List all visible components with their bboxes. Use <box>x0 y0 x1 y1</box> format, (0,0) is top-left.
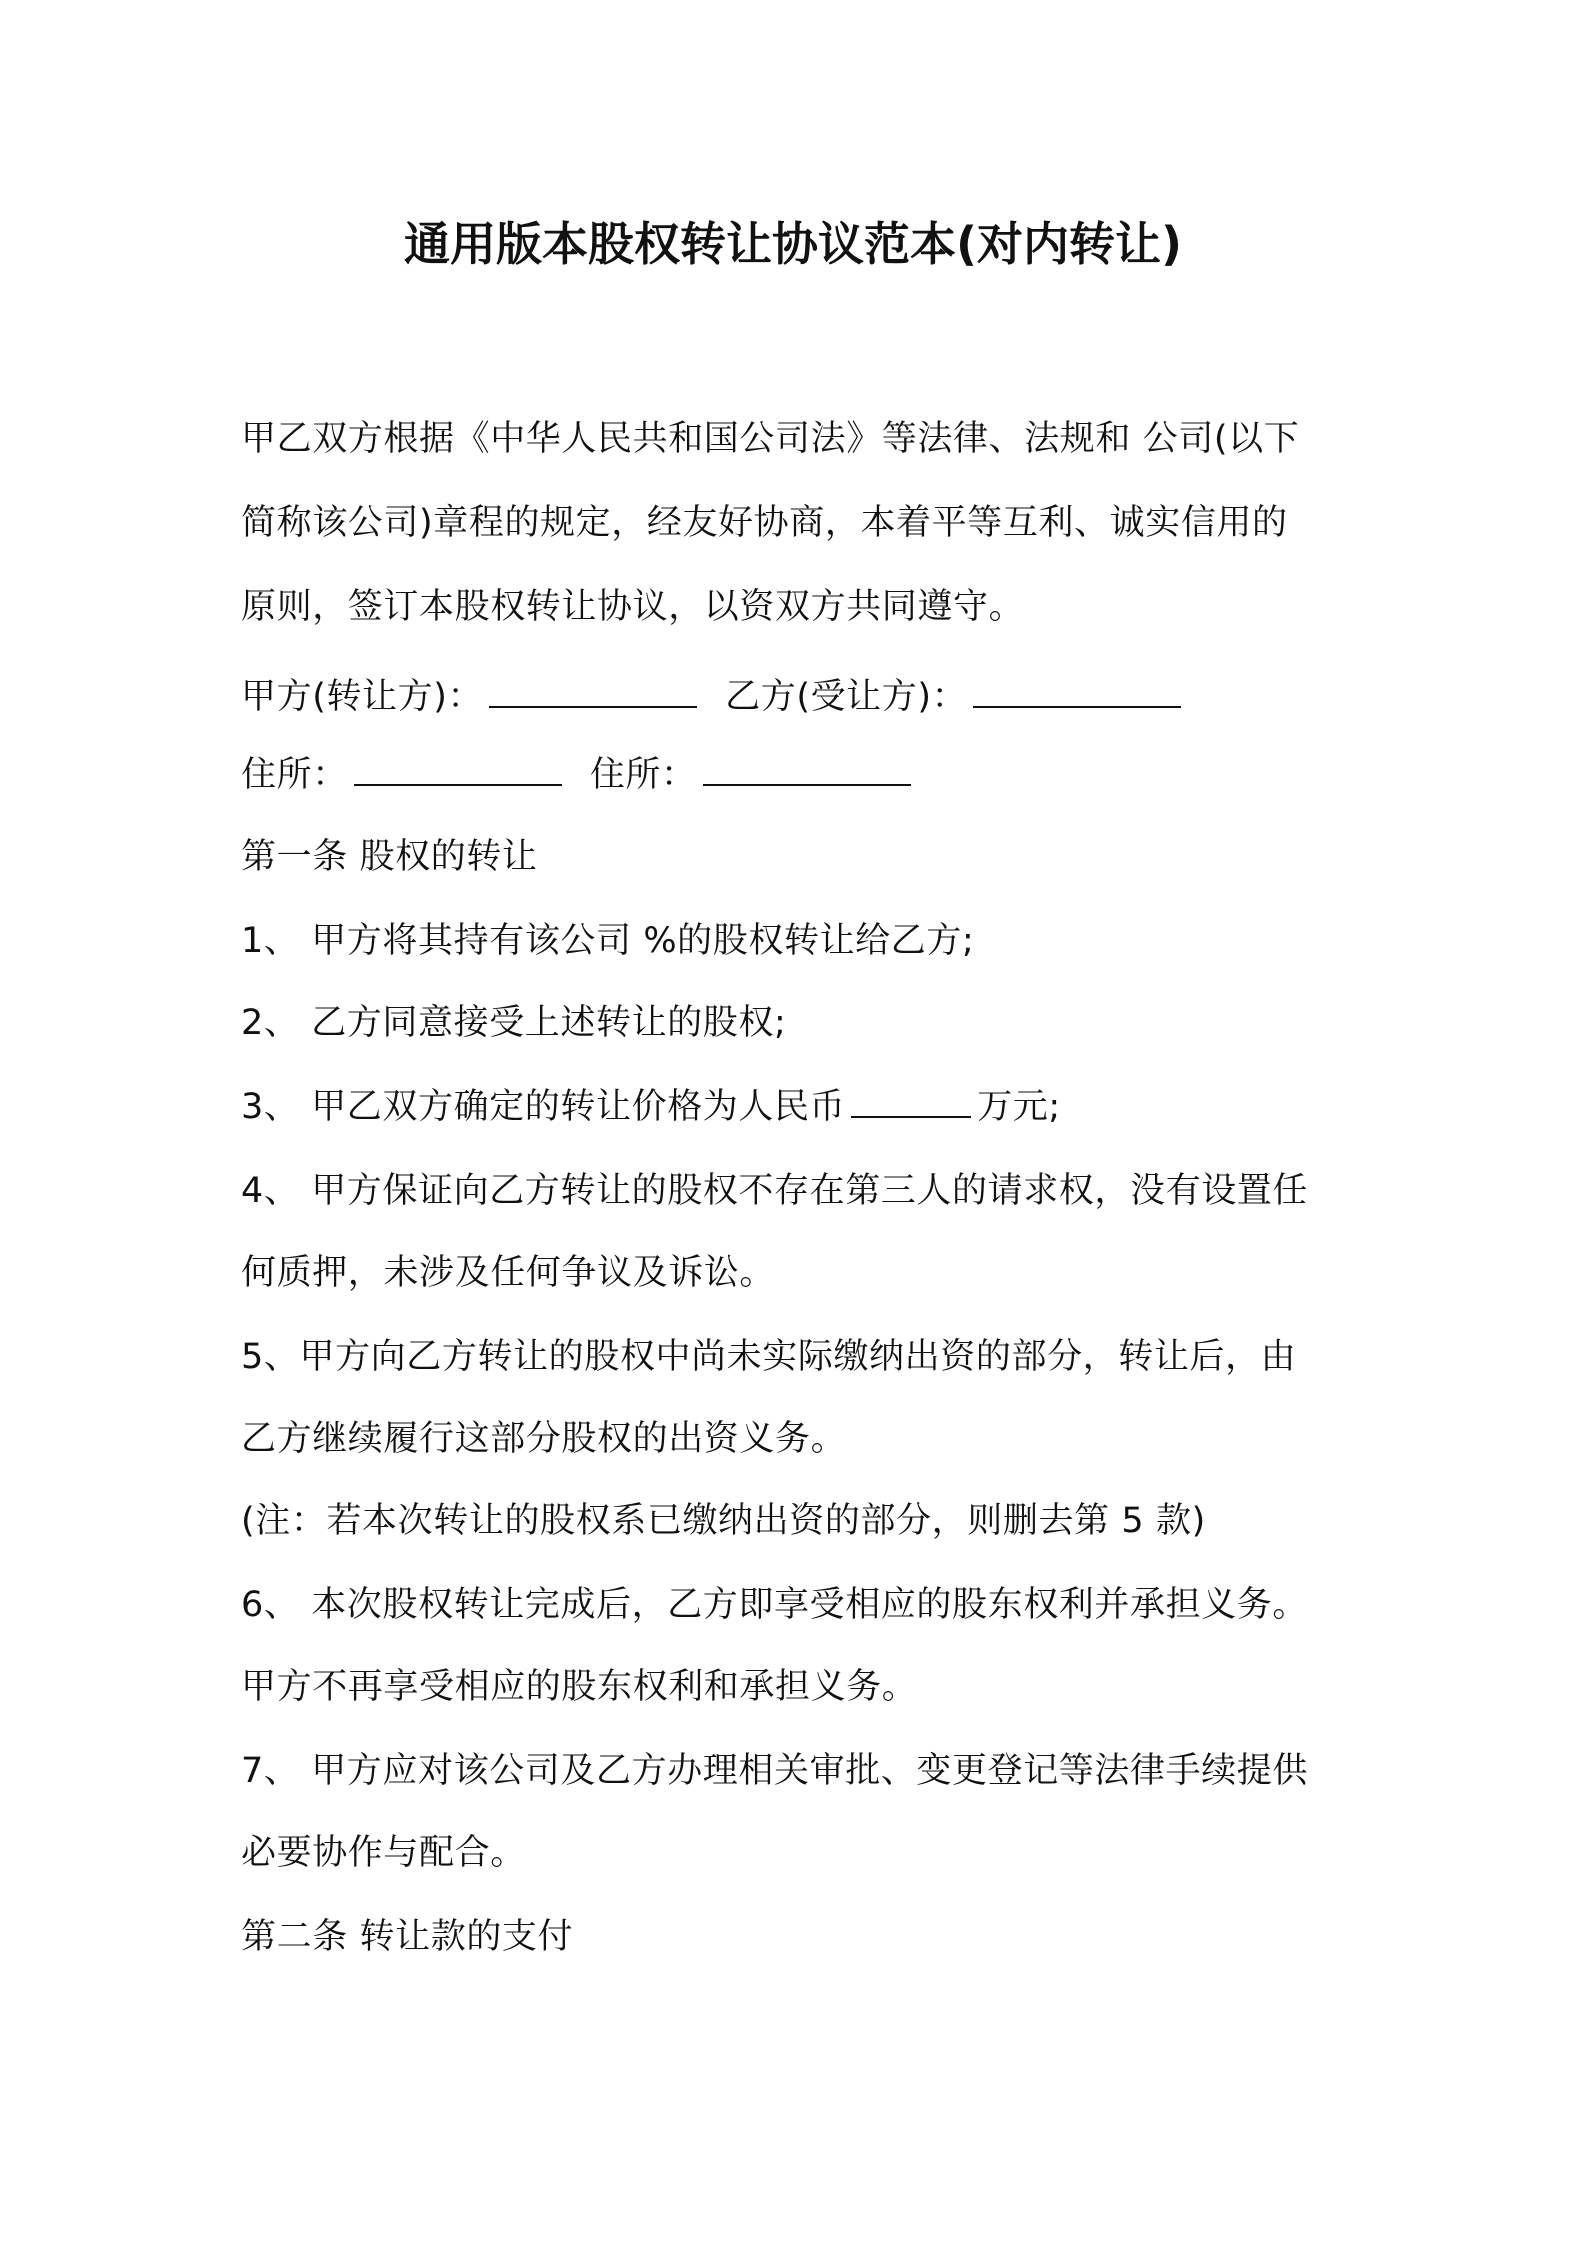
item-3-suffix: 万元; <box>977 1087 1061 1127</box>
article-1-item-5-line-1: 5、甲方向乙方转让的股权中尚未实际缴纳出资的部分，转让后，由 <box>241 1337 1297 1377</box>
article-2-heading: 第二条 转让款的支付 <box>241 1917 574 1957</box>
party-a-blank <box>489 672 697 708</box>
article-1-note: (注：若本次转让的股权系已缴纳出资的部分，则删去第 5 款) <box>241 1501 1206 1541</box>
address-line <box>241 750 917 800</box>
article-1-item-4-line-1: 4、 甲方保证向乙方转让的股权不存在第三人的请求权，没有设置任 <box>241 1171 1308 1211</box>
preamble-line-3: 原则，签订本股权转让协议，以资双方共同遵守。 <box>241 587 1025 627</box>
article-1-heading: 第一条 股权的转让 <box>241 837 538 877</box>
article-1-item-7-line-2: 必要协作与配合。 <box>241 1833 526 1873</box>
article-1-item-4-line-2: 何质押，未涉及任何争议及诉讼。 <box>241 1253 776 1293</box>
preamble-line-1: 甲乙双方根据《中华人民共和国公司法》等法律、法规和 公司(以下 <box>241 419 1300 459</box>
item-3-prefix: 3、 甲乙双方确定的转让价格为人民币 <box>241 1087 846 1127</box>
address-a-blank <box>354 750 562 786</box>
article-1-item-7-line-1: 7、 甲方应对该公司及乙方办理相关审批、变更登记等法律手续提供 <box>241 1751 1308 1791</box>
article-1-item-5-line-2: 乙方继续履行这部分股权的出资义务。 <box>241 1419 847 1459</box>
address-b-label: 住所： <box>589 755 697 795</box>
document-title: 通用版本股权转让协议范本(对内转让) <box>403 217 1183 271</box>
preamble-line-2: 简称该公司)章程的规定，经友好协商，本着平等互利、诚实信用的 <box>241 503 1288 543</box>
address-a-label: 住所： <box>241 755 348 795</box>
parties-line <box>241 672 1187 722</box>
party-a-label: 甲方(转让方)： <box>241 677 484 717</box>
price-blank <box>851 1082 971 1118</box>
address-b-blank <box>703 750 911 786</box>
article-1-item-1: 1、 甲方将其持有该公司 %的股权转让给乙方; <box>241 921 975 961</box>
article-1-item-6-line-2: 甲方不再享受相应的股东权利和承担义务。 <box>241 1667 918 1707</box>
party-b-label: 乙方(受让方)： <box>725 677 968 717</box>
article-1-item-2: 2、 乙方同意接受上述转让的股权; <box>241 1003 787 1043</box>
article-1-item-3 <box>241 1082 1061 1132</box>
article-1-item-6-line-1: 6、 本次股权转让完成后，乙方即享受相应的股东权利并承担义务。 <box>241 1585 1308 1625</box>
party-b-blank <box>973 672 1181 708</box>
